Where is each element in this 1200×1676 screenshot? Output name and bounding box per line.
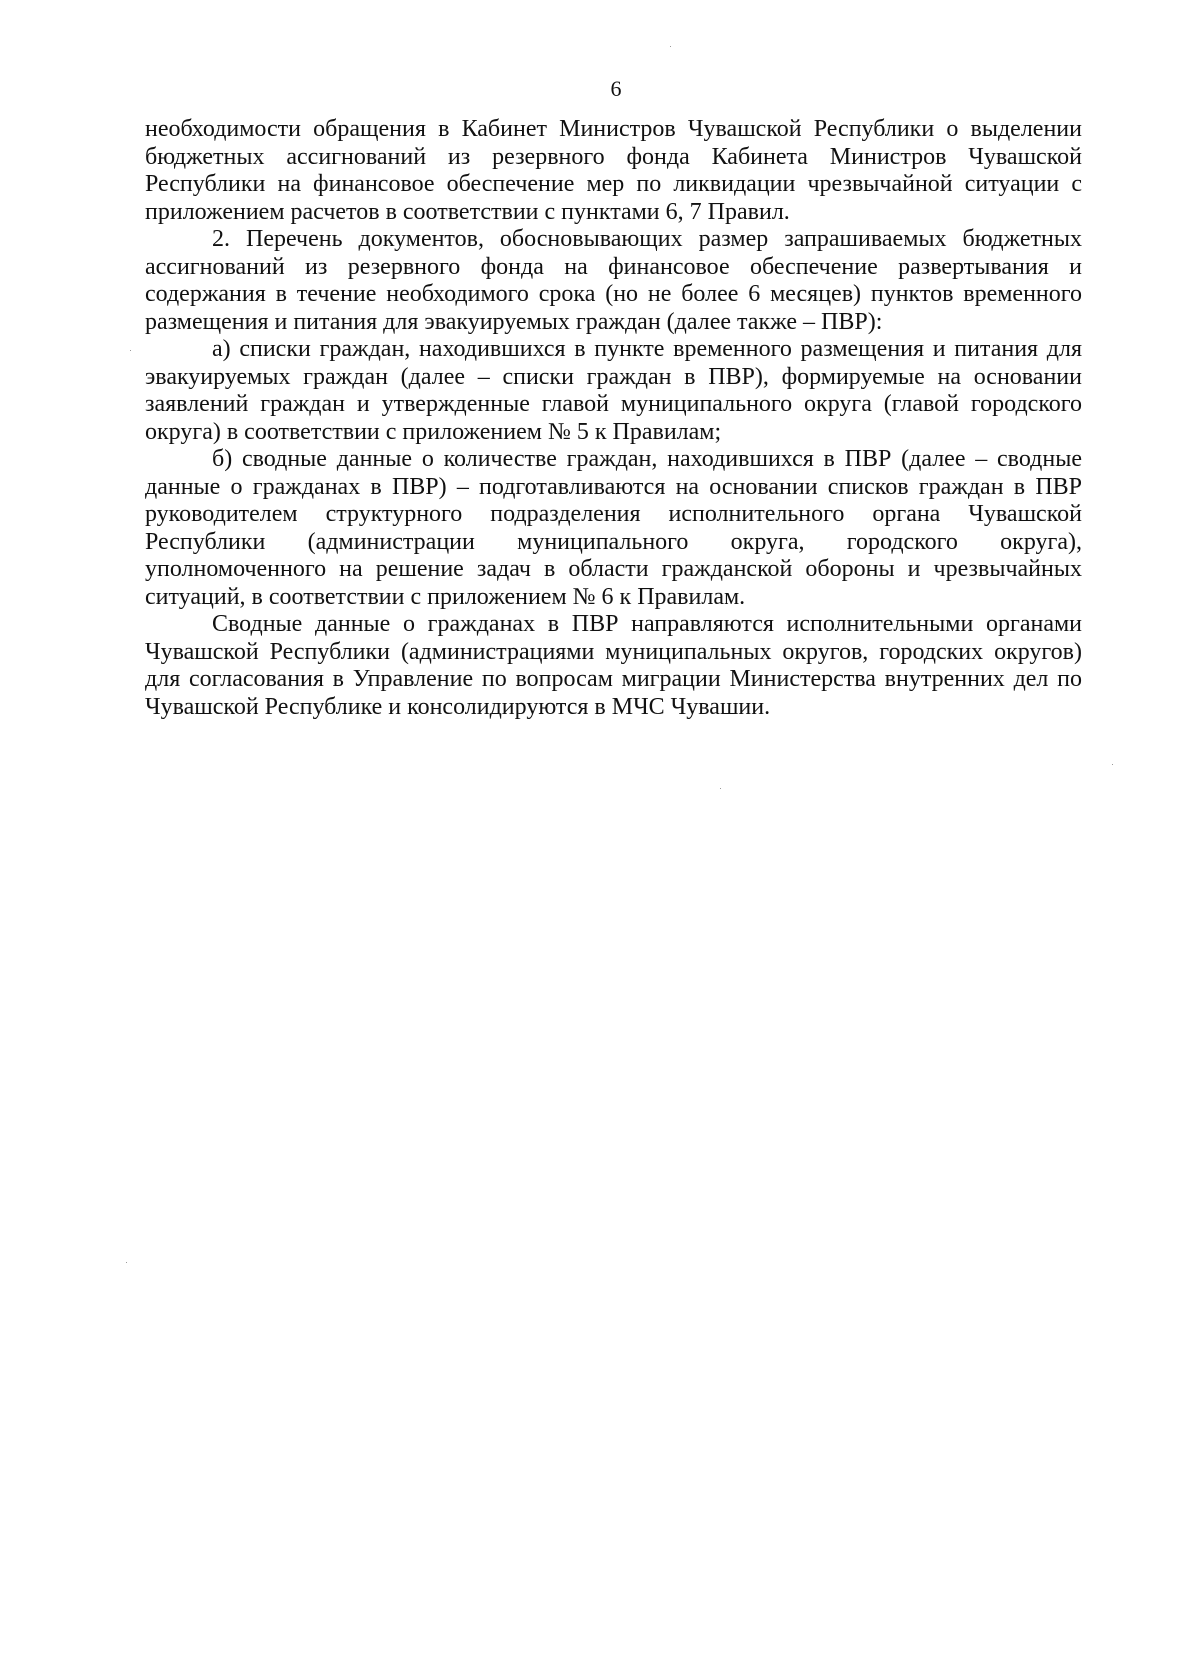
paragraph-item-2a: а) списки граждан, находившихся в пункте временного размещения и питания для эвакуируемых граждан (далее – списки граждан в ПВР), формируемые на основании заявлений граждан и утвержденные главой муниципального округа (главой городского округа) в соответствии с приложением № 5 к Правилам; xyxy=(145,336,1082,445)
scan-speck xyxy=(1112,764,1113,765)
scan-speck xyxy=(720,788,721,789)
paragraph-continuation: необходимости обращения в Кабинет Министров Чувашской Республики о выделении бюджетных ассигнований из резервного фонда Кабинета Министров Чувашской Республики на финансовое обеспечение мер по ликвидации чрезвычайной ситуации с приложением расчетов в соответствии с пунктами 6, 7 Правил. xyxy=(145,116,1082,225)
page-number: 6 xyxy=(610,76,622,101)
document-body xyxy=(145,116,1082,721)
paragraph-item-2b: б) сводные данные о количестве граждан, находившихся в ПВР (далее – сводные данные о гражданах в ПВР) – подготавливаются на основании списков граждан в ПВР руководителем структурного подразделения исполнительного органа Чувашской Республики (администрации муниципального округа, городского округа), уполномоченного на решение задач в области гражданской обороны и чрезвычайных ситуаций, в соответствии с приложением № 6 к Правилам. xyxy=(145,446,1082,610)
scan-speck xyxy=(130,350,131,351)
paragraph-summary: Сводные данные о гражданах в ПВР направляются исполнительными органами Чувашской Республики (администрациями муниципальных округов, городских округов) для согласования в Управление по вопросам миграции Министерства внутренних дел по Чувашской Республике и консолидируются в МЧС Чувашии. xyxy=(145,611,1082,720)
scan-speck xyxy=(670,46,671,47)
scan-speck xyxy=(126,1262,127,1263)
paragraph-item-2: 2. Перечень документов, обосновывающих размер запрашиваемых бюджетных ассигнований из резервного фонда на финансовое обеспечение развертывания и содержания в течение необходимого срока (но не более 6 месяцев) пунктов временного размещения и питания для эвакуируемых граждан (далее также – ПВР): xyxy=(145,226,1082,335)
